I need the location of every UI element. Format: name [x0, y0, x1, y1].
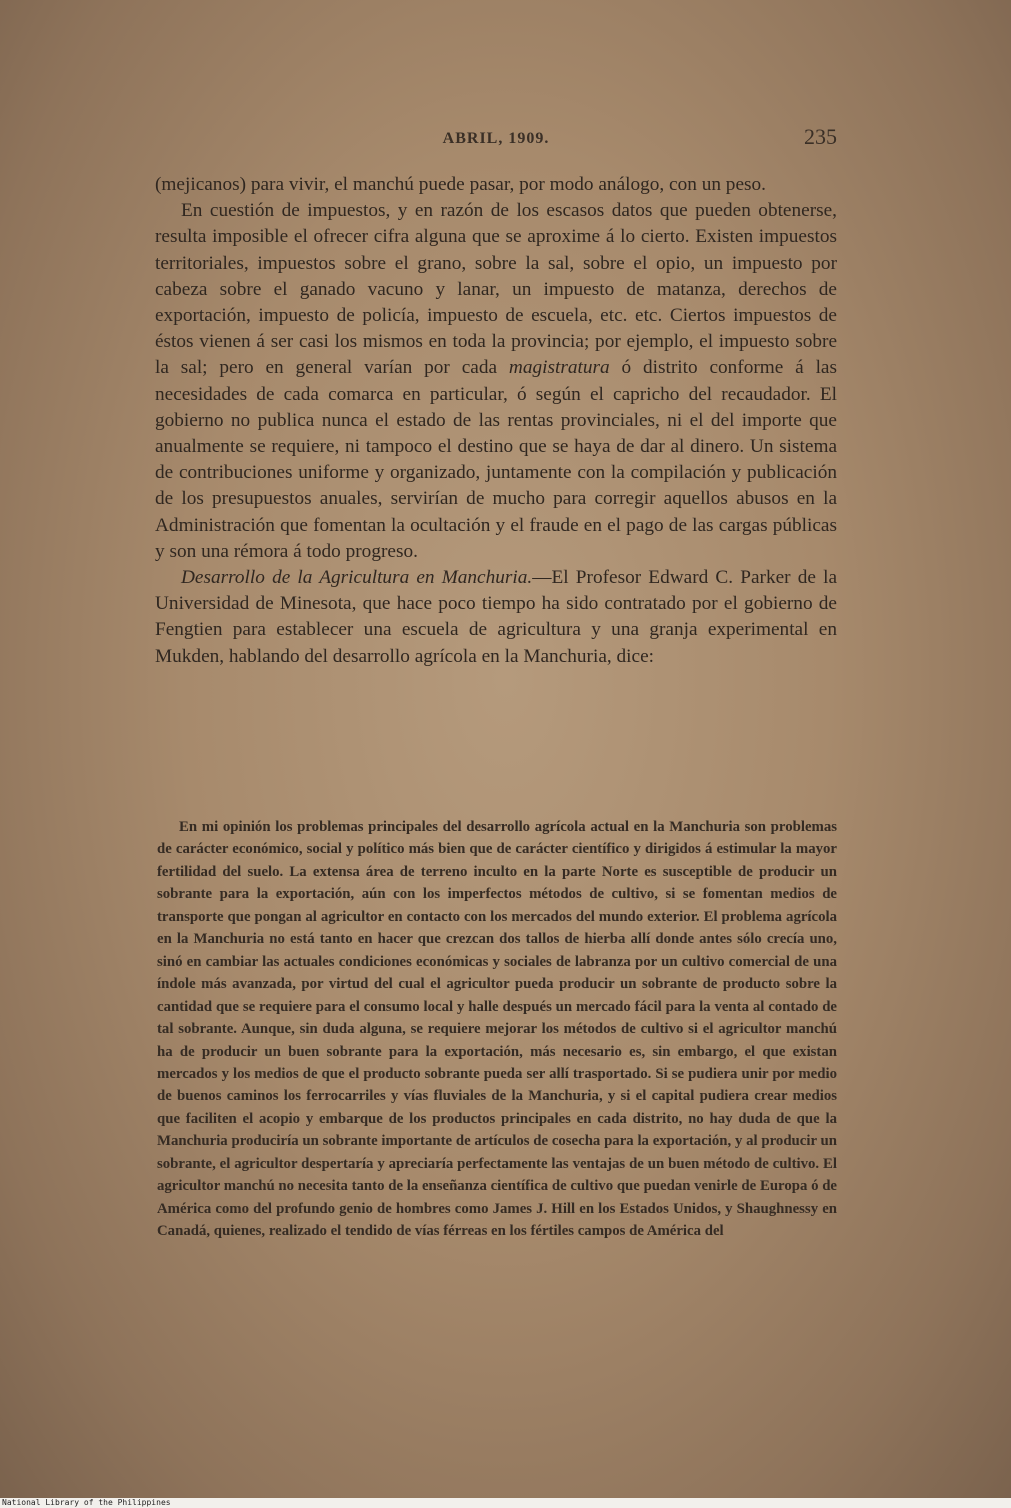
paragraph-continuation: (mejicanos) para vivir, el manchú puede pasar, por modo análogo, con un peso. — [155, 174, 766, 195]
library-credit: National Library of the Philippines — [2, 1498, 171, 1507]
paragraph-agriculture — [155, 565, 837, 670]
paragraph-taxes-end: ó distrito conforme á las necesidades de cada comarca en particular, ó según el capricho del recaudador. El gobierno no publica nunca el estado de las rentas provinciales, ni el del importe que anualmente se requiere, ni tampoco el destino que se haya de dar al dinero. Un sistema de contribuciones uniforme y organizado, juntamente con la compilación y publicación de los presupuestos anuales, servirían de mucho para corregir aquellos abusos en la Administración que fomentan la ocultación y el fraude en el pago de las cargas públicas y son una rémora á todo progreso. — [155, 357, 837, 562]
italic-term: magistratura — [508, 357, 610, 379]
block-quote: En mi opinión los problemas principales del desarrollo agrícola actual en la Manchuria son problemas de carácter económico, social y político más bien que de carácter científico y dirigidos á estimular la mayor fertilidad del suelo. La extensa área de terreno inculto en la parte Norte es susceptible de producir un sobrante para la exportación, aún con los imperfectos métodos de cultivo, si se fomentan medios de transporte que pongan al agricultor en contacto con los mercados del mundo exterior. El problema agrícola en la Manchuria no está tanto en hacer que crezcan dos tallos de hierba allí donde antes sólo crecía uno, sinó en cambiar las actuales condiciones económicas y sociales de labranza por un cultivo comercial de una índole más avanzada, por virtud del cual el agricultor pueda producir un sobrante de producto sobre la cantidad que se requiere para el consumo local y halle después un mercado fácil para la venta al contado de tal sobrante. Aunque, sin duda alguna, se requiere mejorar los métodos de cultivo si el agricultor manchú ha de producir un buen sobrante para la exportación, más necesario es, sin embargo, el que existan mercados y los medios de que el producto sobrante pueda ser allí trasportado. Si se pudiera unir por medio de buenos caminos los ferrocarriles y vías fluviales de la Manchuria, y si el capital pudiera crear medios que faciliten el acopio y embarque de los productos principales en cada distrito, no hay duda de que la Manchuria produciría un sobrante importante de artículos de cosecha para la exportación, y al producir un sobrante, el agricultor despertaría y apreciaría perfectamente las ventajas de un buen método de cultivo. El agricultor manchú no necesita tanto de la enseñanza científica de cultivo que puedan venirle de Europa ó de América como del profundo genio de hombres como James J. Hill en los Estados Unidos, y Shaughnessy en Canadá, quienes, realizado el tendido de vías férreas en los fértiles campos de América del — [157, 819, 837, 1240]
footer-strip — [0, 1498, 1011, 1508]
main-text — [155, 172, 837, 670]
paragraph-taxes-text: En cuestión de impuestos, y en razón de los escasos datos que pueden obtenerse, resulta imposible el ofrecer cifra alguna que se aproxime á lo cierto. Existen impuestos territoriales, impuestos sobre el grano, sobre la sal, sobre el opio, un impuesto por cabeza sobre el ganado vacuno y lanar, un impuesto de matanza, derechos de exportación, impuesto de policía, impuesto de escuela, etc. etc. Ciertos impuestos de éstos vienen á ser casi los mismos en toda la provincia; por ejemplo, el impuesto sobre la sal; pero en general varían por cada — [155, 200, 837, 379]
page-header — [155, 124, 837, 154]
paragraph-agriculture-text: —El Profesor Edward C. Parker de la Universidad de Minesota, que hace poco tiempo ha sido contratado por el gobierno de Fengtien para establecer una escuela de agricultura y una granja experimental en Mukden, hablando del desarrollo agrícola en la Manchuria, dice: — [155, 567, 837, 667]
section-title: Desarrollo de la Agricultura en Manchuria. — [181, 567, 533, 589]
paragraph-taxes — [155, 198, 837, 565]
running-head: ABRIL, 1909. — [442, 130, 550, 147]
page-number: 235 — [804, 124, 837, 149]
